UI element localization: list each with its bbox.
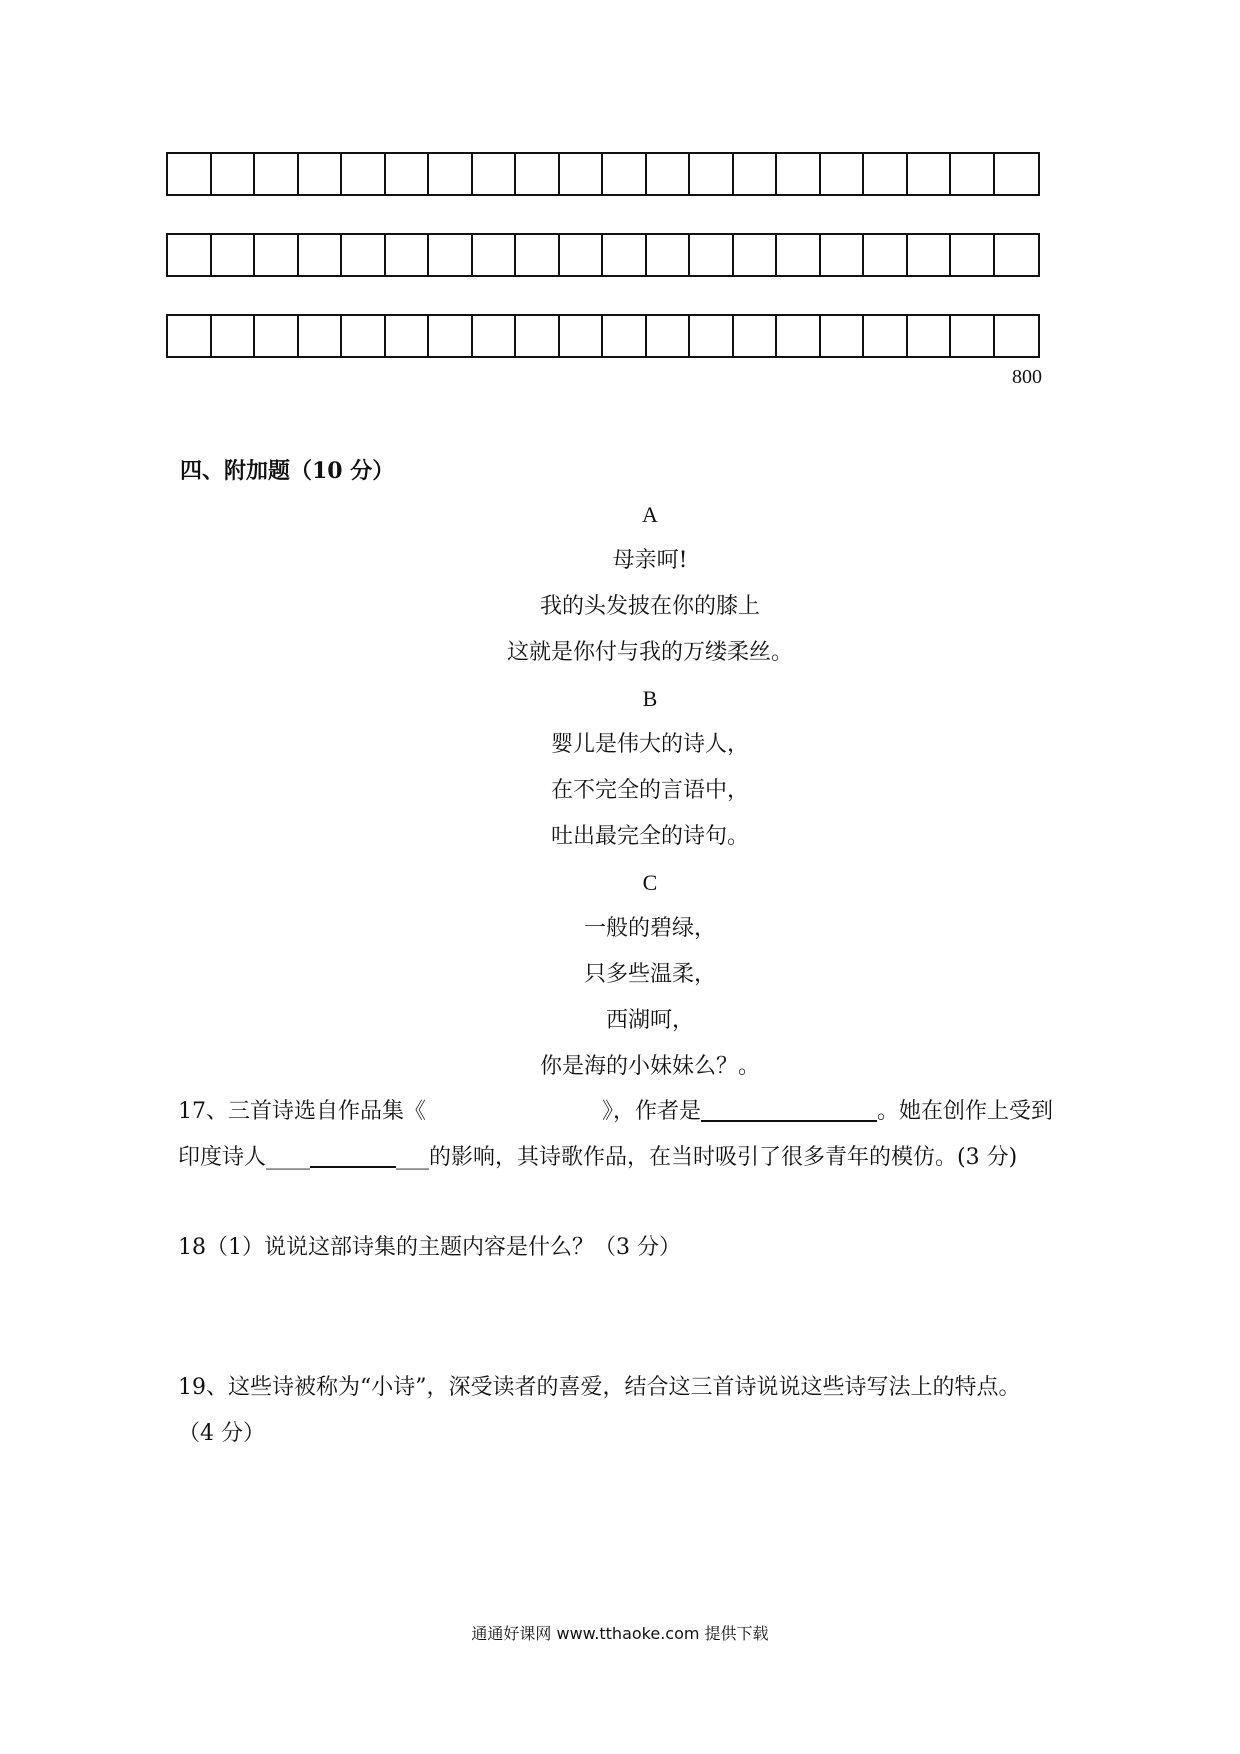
writing-grid-cell[interactable] (429, 154, 473, 194)
question-19-points: （4 分） (178, 1421, 265, 1446)
question-19: 19、这些诗被称为“小诗”，深受读者的喜爱，结合这三首诗说说这些诗写法上的特点。 (178, 1375, 1021, 1400)
writing-grid-cell[interactable] (734, 154, 778, 194)
writing-grid-cell[interactable] (299, 235, 343, 275)
writing-grid-cell[interactable] (734, 235, 778, 275)
writing-grid-cell[interactable] (560, 235, 604, 275)
writing-grid-cell[interactable] (342, 235, 386, 275)
question-text: ___的影响，其诗歌作品，在当时吸引了很多青年的模仿。(3 分) (396, 1145, 1018, 1170)
writing-grid-cell[interactable] (647, 235, 691, 275)
writing-grid-cell[interactable] (951, 235, 995, 275)
writing-grid-row (166, 233, 1040, 277)
poem-line: 西湖呵， (605, 1008, 694, 1033)
writing-grid-cell[interactable] (168, 235, 212, 275)
writing-grid-cell[interactable] (212, 235, 256, 275)
writing-grid-cell[interactable] (690, 154, 734, 194)
writing-grid-cell[interactable] (473, 154, 517, 194)
writing-grid-cell[interactable] (995, 316, 1039, 356)
writing-grid-cell[interactable] (386, 154, 430, 194)
writing-grid-cell[interactable] (386, 235, 430, 275)
poem-line: 在不完全的言语中， (550, 778, 749, 803)
writing-grid-cell[interactable] (995, 235, 1039, 275)
poem-line: 只多些温柔， (583, 962, 716, 987)
writing-grid-cell[interactable] (386, 316, 430, 356)
writing-grid-cell[interactable] (647, 154, 691, 194)
poem-mark: B (642, 686, 658, 711)
writing-grid-cell[interactable] (429, 316, 473, 356)
poem-mark: C (642, 870, 658, 895)
question-text: 17、三首诗选自作品集《 (178, 1099, 426, 1124)
poem-line: 母亲呵! (612, 548, 688, 573)
writing-grid-cell[interactable] (560, 154, 604, 194)
writing-grid-cell[interactable] (473, 235, 517, 275)
answer-blank-collection[interactable] (426, 1098, 602, 1122)
poem-line: 我的头发披在你的膝上 (539, 594, 760, 619)
question-17 (178, 1094, 1053, 1125)
writing-grid-row (166, 314, 1040, 358)
poem-c (350, 860, 950, 1090)
writing-grid-cell[interactable] (299, 154, 343, 194)
writing-grid-cell[interactable] (821, 235, 865, 275)
writing-grid-cell[interactable] (690, 316, 734, 356)
writing-grid-cell[interactable] (560, 316, 604, 356)
writing-grid-cell[interactable] (777, 316, 821, 356)
question-text: 》，作者是 (602, 1099, 702, 1124)
writing-grid-cell[interactable] (299, 316, 343, 356)
writing-grid-cell[interactable] (864, 235, 908, 275)
writing-grid-cell[interactable] (995, 154, 1039, 194)
writing-grid-cell[interactable] (821, 316, 865, 356)
writing-grid-cell[interactable] (342, 316, 386, 356)
question-18: 18（1）说说这部诗集的主题内容是什么？（3 分） (178, 1235, 681, 1260)
writing-grid-cell[interactable] (908, 154, 952, 194)
writing-grid-cell[interactable] (516, 316, 560, 356)
writing-grid-cell[interactable] (603, 235, 647, 275)
writing-grid-cell[interactable] (212, 154, 256, 194)
writing-grid-cell[interactable] (516, 235, 560, 275)
writing-grid-cell[interactable] (951, 154, 995, 194)
poem-line: 婴儿是伟大的诗人， (550, 732, 749, 757)
writing-grid-cell[interactable] (951, 316, 995, 356)
section-heading: 四、附加题（10 分） (180, 458, 395, 484)
writing-grid-cell[interactable] (777, 235, 821, 275)
writing-grid-cell[interactable] (342, 154, 386, 194)
answer-blank-author[interactable] (701, 1096, 877, 1122)
writing-grid-cell[interactable] (516, 154, 560, 194)
writing-grid-cell[interactable] (734, 316, 778, 356)
poem-line: 这就是你付与我的万缕柔丝。 (506, 640, 793, 665)
writing-grid-cell[interactable] (908, 316, 952, 356)
writing-grid-cell[interactable] (168, 316, 212, 356)
writing-grid-cell[interactable] (864, 154, 908, 194)
writing-grid-cell[interactable] (777, 154, 821, 194)
question-17-continued (178, 1140, 1017, 1171)
writing-grid-cell[interactable] (212, 316, 256, 356)
writing-grid-cell[interactable] (821, 154, 865, 194)
poem-b (350, 676, 950, 860)
question-text: 。她在创作上受到 (877, 1099, 1054, 1124)
writing-grid-cell[interactable] (255, 316, 299, 356)
writing-grid-cell[interactable] (255, 235, 299, 275)
writing-grid-cell[interactable] (603, 316, 647, 356)
writing-grid-cell[interactable] (647, 316, 691, 356)
writing-grid-cell[interactable] (473, 316, 517, 356)
word-count-marker: 800 (1012, 366, 1042, 388)
writing-grid-cell[interactable] (908, 235, 952, 275)
writing-grid-cell[interactable] (255, 154, 299, 194)
writing-grid-row (166, 152, 1040, 196)
question-text: 印度诗人____ (178, 1145, 311, 1170)
writing-grid-cell[interactable] (690, 235, 734, 275)
writing-grid-cell[interactable] (168, 154, 212, 194)
writing-grid-cell[interactable] (603, 154, 647, 194)
poem-line: 一般的碧绿， (583, 916, 716, 941)
poem-a (350, 492, 950, 676)
poem-line: 吐出最完全的诗句。 (550, 824, 749, 849)
poem-line: 你是海的小妹妹么？。 (539, 1054, 760, 1079)
footer-source: 通通好课网 www.tthaoke.com 提供下载 (471, 1624, 769, 1643)
answer-blank-poet[interactable] (310, 1142, 396, 1168)
writing-grid-cell[interactable] (429, 235, 473, 275)
writing-grid-cell[interactable] (864, 316, 908, 356)
poem-mark: A (642, 502, 658, 527)
